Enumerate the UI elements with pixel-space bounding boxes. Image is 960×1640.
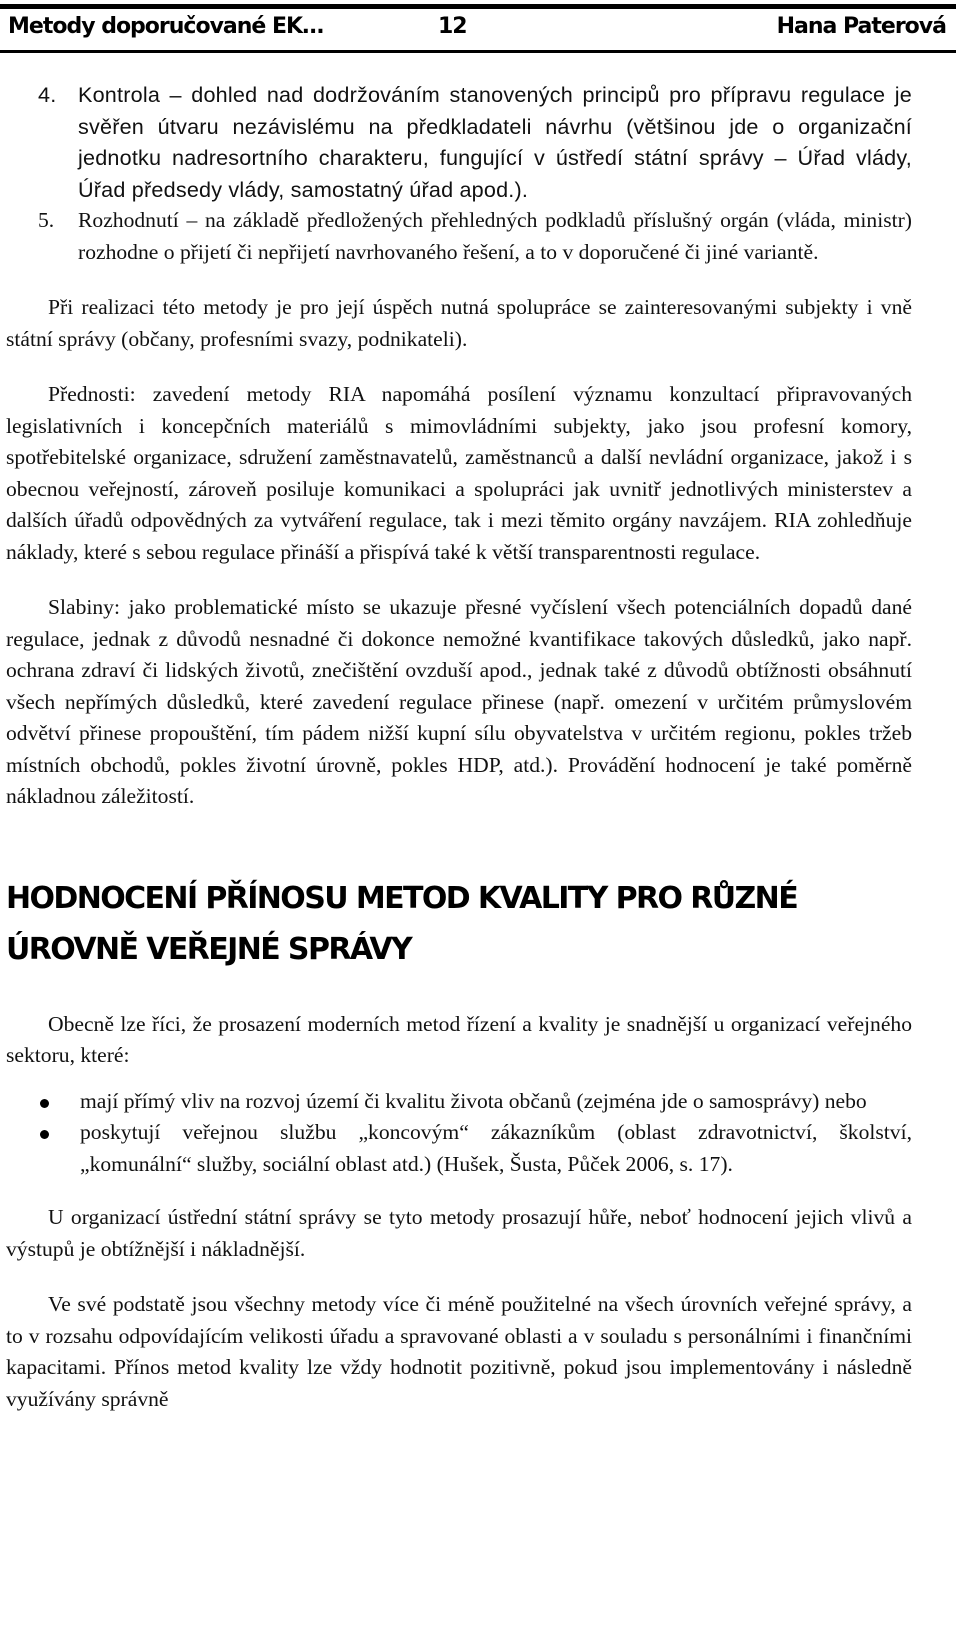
header-rule-top — [0, 4, 956, 9]
document-body — [6, 79, 912, 1415]
bullet-icon — [40, 1130, 49, 1139]
header-rule-bottom — [0, 50, 956, 53]
header-author: Hana Paterová — [776, 14, 946, 39]
paragraph-strengths: Přednosti: zavedení metody RIA napomáhá posílení významu konzultací připravovaných legislativních i koncepčních materiálů s mimovládními subjekty, jako jsou profesní komory, spotřebitelské organizace, sdružení zaměstnavatelů, zaměstnanců a další nevládní organizace, jakož i s obecnou veřejností, zároveň posiluje komunikaci a spolupráci jak uvnitř jednotlivých ministerstev a dalších úřadů odpovědných za vytváření regulace, tak i mezi těmito orgány navzájem. RIA zohledňuje náklady, které s sebou regulace přináší a přispívá také k větší transparentnosti regulace. — [6, 382, 912, 564]
list-item-number: 4. — [38, 82, 57, 107]
bullet-text: mají přímý vliv na rozvoj území či kvalitu života občanů (zejména jde o samosprávy) nebo — [80, 1088, 867, 1113]
section-heading: HODNOCENÍ PŘÍNOSU METOD KVALITY PRO RŮZNÉ ÚROVNĚ VEŘEJNÉ SPRÁVY — [6, 880, 798, 967]
list-item-5 — [6, 205, 912, 268]
paragraph-weaknesses: Slabiny: jako problematické místo se ukazuje přesné vyčíslení všech potenciálních dopadů dané regulace, jednak z důvodů nesnadné či dokonce nemožné kvantifikace takových důsledků, jako např. ochrana zdraví či lidských životů, znečištění ovzduší apod., jednak také z důvodů obtížnosti obsáhnutí všech nepřímých důsledků, které zavedení regulace přinese (např. omezení v určitém průmyslovém odvětví přinese propouštění, tím pádem nižší kupní sílu obyvatelstva v určitém regionu, pokles tržeb místních obchodů, pokles životní úrovně, pokles HDP, atd.). Provádění hodnocení je také poměrně nákladnou záležitostí. — [6, 595, 912, 808]
bullet-text: poskytují veřejnou službu „koncovým“ zákazníkům (oblast zdravotnictví, školství, „komunální“ služby, sociální oblast atd.) (Hušek, Šusta, Půček 2006, s. 17). — [80, 1120, 912, 1176]
paragraph-intro: Obecně lze říci, že prosazení moderních metod řízení a kvality je snadnější u organizací veřejného sektoru, které: — [6, 1011, 912, 1067]
list-item — [6, 1117, 912, 1180]
paragraph-applicability: Ve své podstatě jsou všechny metody více či méně použitelné na všech úrovních veřejné správy, a to v rozsahu odpovídajícím velikosti úřadu a spravované oblasti a v souladu s personálními i finančními kapacitami. Přínos metod kvality lze vždy hodnotit pozitivně, pokud jsou implementovány i následně využívány správně — [6, 1292, 912, 1411]
list-item-text: Kontrola – dohled nad dodržováním stanovených principů pro přípravu regulace je svěřen útvaru nezávislému na předkladateli návrhu (většinou jde o organizační jednotku nadresortního charakteru, fungující v ústředí státní správy – Úřad vlády, Úřad předsedy vlády, samostatný úřad apod.). — [78, 82, 912, 202]
paragraph-central-administration: U organizací ústřední státní správy se tyto metody prosazují hůře, neboť hodnocení jejich vlivů a výstupů je obtížnější i nákladnější. — [6, 1205, 912, 1261]
bullet-list — [6, 1086, 912, 1181]
list-item — [6, 1086, 912, 1118]
list-item-number: 5. — [38, 208, 55, 232]
bullet-icon — [40, 1099, 49, 1108]
page-header — [0, 0, 960, 58]
header-title: Metody doporučované EK… — [8, 14, 324, 39]
list-item-4 — [6, 79, 912, 205]
page-number: 12 — [438, 14, 467, 39]
paragraph-cooperation: Při realizaci této metody je pro její úspěch nutná spolupráce se zainteresovanými subjekty i vně státní správy (občany, profesními svazy, podnikateli). — [6, 295, 912, 351]
list-item-text: Rozhodnutí – na základě předložených přehledných podkladů příslušný orgán (vláda, ministr) rozhodne o přijetí či nepřijetí navrhovaného řešení, a to v doporučené či jiné variantě. — [78, 208, 912, 264]
